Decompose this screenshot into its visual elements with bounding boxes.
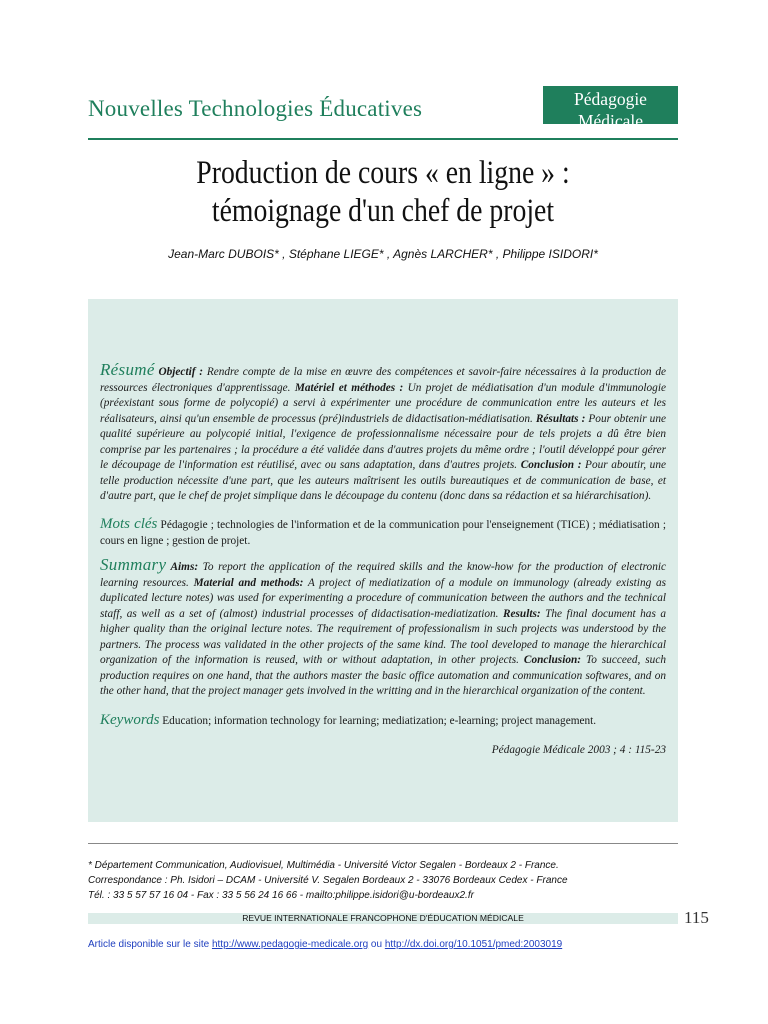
objectif-label: Objectif : [158,366,204,378]
affiliation-note: * Département Communication, Audiovisuel, Multimédia - Université Victor Segalen - Bordeaux 2 - France. [88,860,559,871]
conclusion-text: Pour aboutir, une telle production nécessite d'une part, que les auteurs maîtrisent les outils bureautiques et de communication de base, et d'autre part, que le chef de projet simplique dans le découpage du contenu (donc dans sa rédaction et sa hiérarchisation). [100,459,666,502]
contact-note: Tél. : 33 5 57 57 16 04 - Fax : 33 5 56 24 16 66 - mailto:philippe.isidori@u-bordeaux2.fr [88,890,474,901]
author-list: Jean-Marc DUBOIS* , Stéphane LIEGE* , Agnès LARCHER* , Philippe ISIDORI* [168,247,598,261]
citation: Pédagogie Médicale 2003 ; 4 : 115-23 [491,744,666,756]
availability-prefix: Article disponible sur le site [88,939,212,950]
journal-site-link[interactable]: http://www.pedagogie-medicale.org [211,939,369,950]
keywords-text: Education; information technology for learning; mediatization; e-learning; project management. [159,715,597,727]
journal-logo-title: Pédagogie Médicale [574,89,647,131]
footnote-divider [88,843,678,844]
doi-link[interactable]: http://dx.doi.org/10.1051/pmed:2003019 [384,939,563,950]
methods-text: A project of mediatization of a module on immunology (already existing as duplicated lecture notes) was used for experimenting a procedure of communication between the authors and the technical staff, as well as a set of (almost) industrial processes of didactisation-mediatization. [100,576,666,620]
results-text: The final document has a higher quality than the original lecture notes. The requirement of professionalism in such projects was understood by the partners. The process was validated in the other projects of the same kind. The tool developed to manage the hierarchical organization of the information is reused, with or without adaptation, in other projects. [100,607,666,666]
resume-heading: Résumé [100,360,155,379]
page-number: 115 [684,908,709,927]
abstract-fr [100,362,666,505]
keywords-heading: Keywords [100,712,160,728]
article-title-line1: Production de cours « en ligne » : [196,155,570,191]
journal-logo [543,86,682,138]
availability-separator: ou [368,939,385,950]
mots-cles-text: Pédagogie ; technologies de l'information et de la communication pour l'enseignement (TICE) ; médiatisation ; cours en ligne ; gestion de projet. [100,519,666,547]
resultats-label: Résultats : [532,412,586,425]
objectif-text: Rendre compte de la mise en œuvre des compétences et savoir-faire nécessaires à la production de ressources électroniques d'apprentissage. [100,366,666,394]
header-divider [88,138,678,140]
keywords-fr [100,517,666,549]
conclusion-label: Conclusion : [517,459,582,471]
keywords-en [100,713,666,730]
journal-logo-subtitle: REVUE INTERNATIONALE FRANCOPHONE D'ÉDUCATION MÉDICALE [546,133,682,138]
journal-footer-text: REVUE INTERNATIONALE FRANCOPHONE D'ÉDUCATION MÉDICALE [242,913,524,923]
article-title-line2: témoignage d'un chef de projet [211,193,555,229]
availability-line [88,939,562,950]
resultats-text: Pour obtenir une qualité supérieure au polycopié initial, l'exigence de professionnalisme nécessaire pour de tels projets a dû être bien comprise par les partenaires ; la procédure a été validée dans d'autres projets du même ordre ; l'outil développé pour gérer le découpage de l'information est réutilisé, avec ou sans adaptation, dans d'autres projets. [100,412,666,471]
aims-text: To report the application of the required skills and the know-how for the production of electronic learning resources. [100,561,666,589]
aims-label: Aims: [166,561,199,573]
section-title: Nouvelles Technologies Éducatives [88,96,423,121]
methods-label: Material and methods: [188,576,304,589]
methodes-label: Matériel et méthodes : [290,381,404,394]
mots-cles-heading: Mots clés [100,516,158,532]
conclusion-en-text: To succeed, such production requires on one hand, that the authors master the basic office automation and communication softwares, and on the other hand, that the project manager gets involved in the writting and in the hierarchical organization of the content. [100,654,666,697]
conclusion-en-label: Conclusion: [518,654,582,666]
summary-heading: Summary [100,555,167,574]
correspondence-note: Correspondance : Ph. Isidori – DCAM - Université V. Segalen Bordeaux 2 - 33076 Bordeaux Cedex - France [88,875,568,886]
article-title [135,154,631,230]
methodes-text: Un projet de médiatisation d'un module d'immunologie (préexistant sous forme de polycopié) a servi à expérimenter une procédure de communication entre les auteurs et les réalisateurs, ainsi qu'un ensemble de processus (pré)industriels de didactisation-médiatisation. [100,381,666,425]
results-label: Results: [498,607,541,620]
abstract-en [100,557,666,700]
